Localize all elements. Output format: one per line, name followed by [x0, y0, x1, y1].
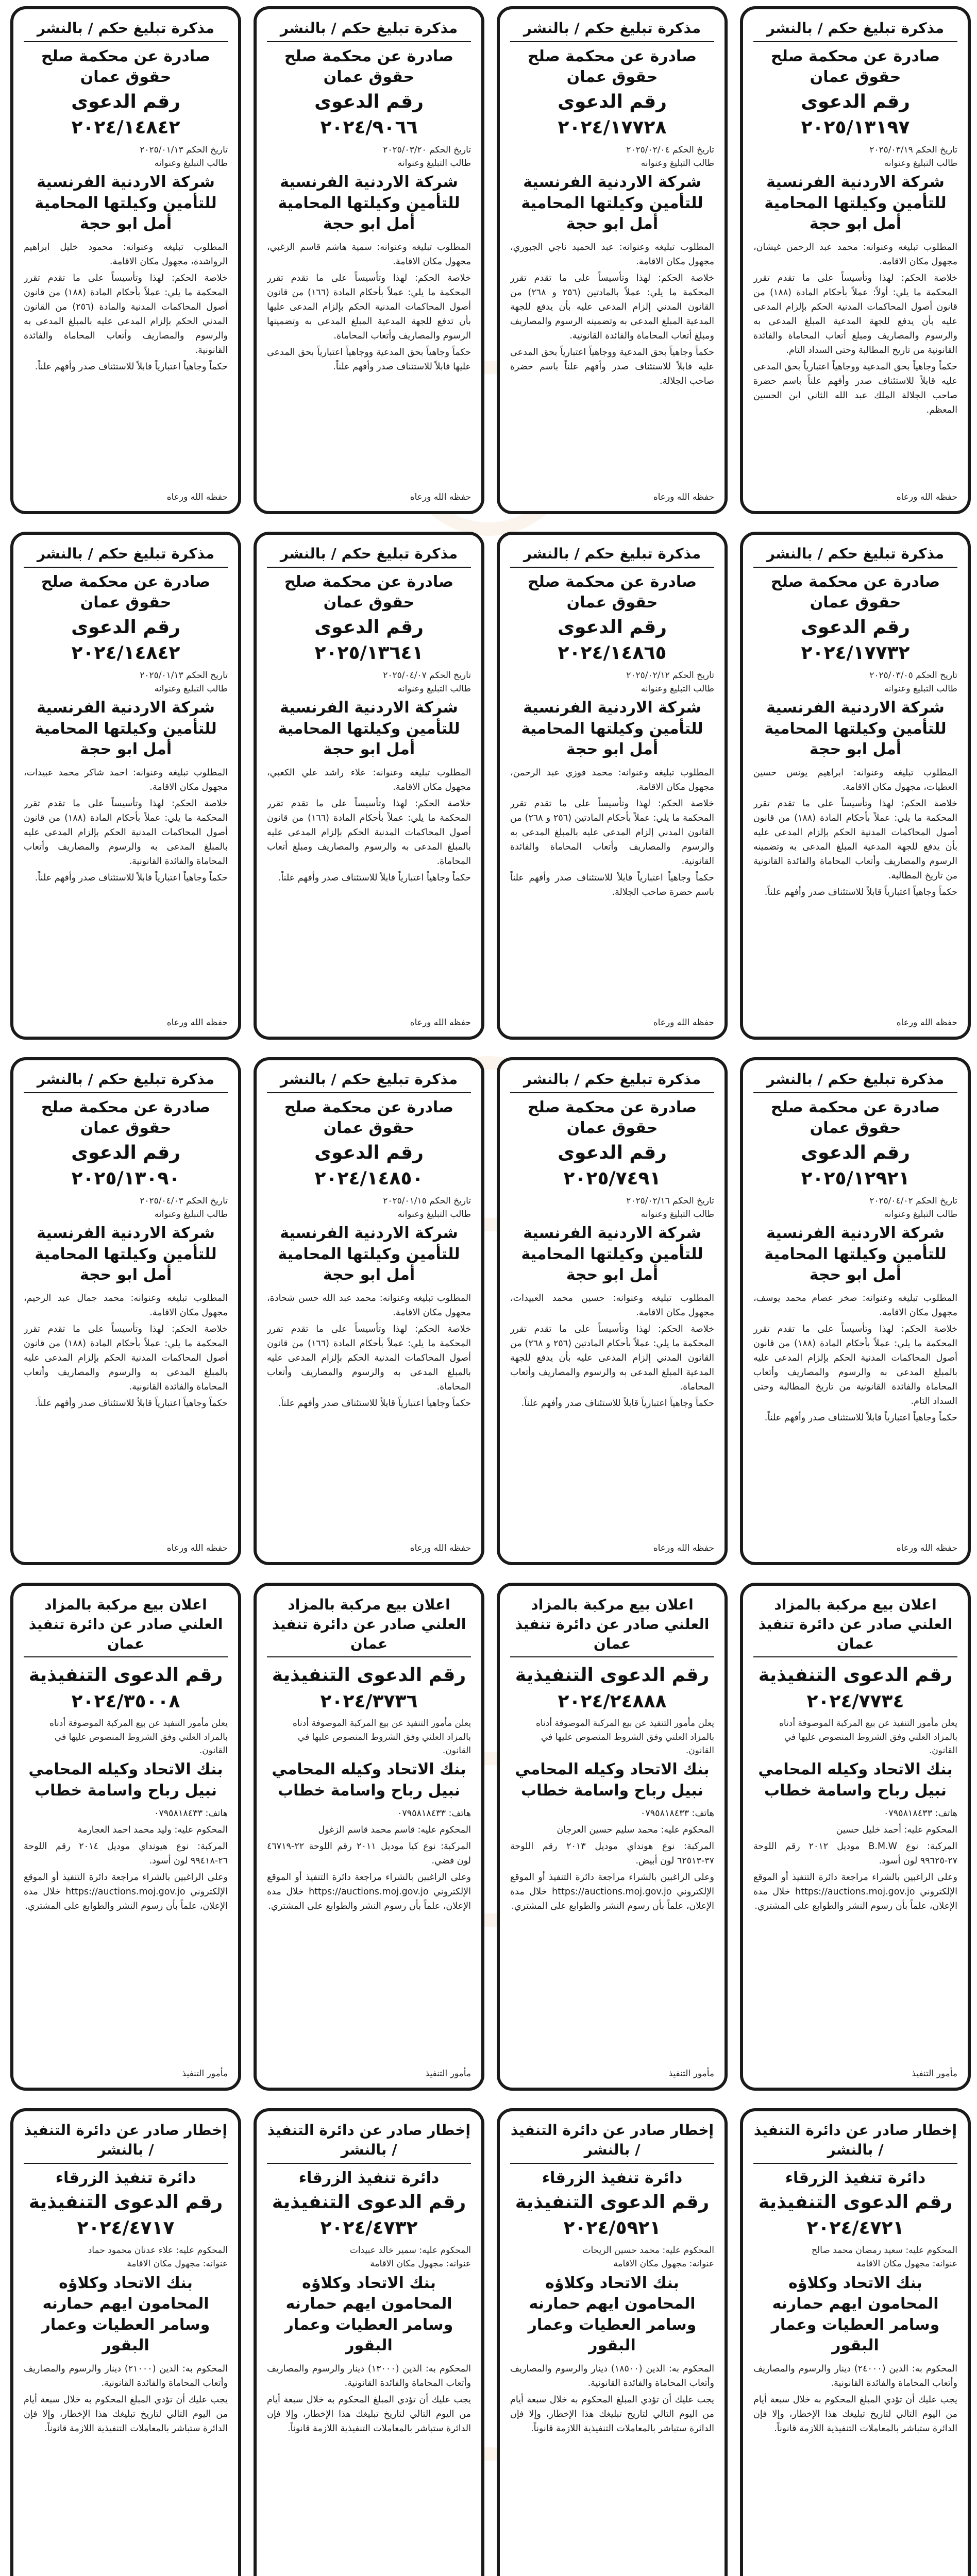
notice-header: مذكرة تبليغ حكم / بالنشر: [510, 19, 714, 42]
case-number: رقم الدعوى ٢٠٢٤/١٤٨٥٠: [314, 1142, 424, 1190]
notice-signature: حفظه الله ورعاه: [166, 492, 228, 502]
notice-paragraph: المطلوب تبليغه وعنوانه: ابراهيم يونس حسين العطيات، مجهول مكان الاقامة.: [753, 767, 957, 792]
notice-signature: حفظه الله ورعاه: [653, 1543, 714, 1553]
notice-paragraph: حكماً وجاهياً بحق المدعية ووجاهياً اعتبارياً بحق المدعى عليه قابلاً للاستئناف صدر وأفهم علناً باسم حضرة صاحب الجلالة.: [510, 347, 714, 386]
legal-notice-card: [497, 532, 728, 1040]
requesting-party: بنك الاتحاد وكيله المحامي نبيل رباح واسامة خطاب: [272, 1760, 466, 1800]
notice-meta-line: يعلن مأمور التنفيذ عن بيع المركبة الموصوفة أدناه بالمزاد العلني وفق الشروط المنصوص عليها في القانون.: [49, 1718, 228, 1756]
notice-signature: مأمور التنفيذ: [425, 2068, 471, 2079]
notice-paragraph: المطلوب تبليغه وعنوانه: احمد شاكر محمد عبيدات، مجهول مكان الاقامة.: [24, 767, 228, 792]
notice-header: مذكرة تبليغ حكم / بالنشر: [753, 544, 957, 568]
notice-paragraph: خلاصة الحكم: لهذا وتأسيساً على ما تقدم تقرر المحكمة ما يلي: عملاً بأحكام المادة (١٦٦) من قانون أصول المحاكمات المدنية الحكم بإلزام المدعى عليها بأن تدفع للجهة المدعية المبلغ المدعى به وتضمينها الرسوم والمصاريف وأتعاب المحاماة.: [267, 273, 471, 341]
notice-meta-line: عنوانه: مجهول مكان الاقامة: [370, 2259, 471, 2269]
notice-signature: مأمور التنفيذ: [912, 2068, 957, 2079]
case-number: رقم الدعوى ٢٠٢٤/١٤٨٤٢: [71, 616, 180, 664]
notice-body: [24, 2362, 228, 2576]
notice-meta-line: المحكوم عليه: محمد حسين الريحات: [582, 2245, 714, 2256]
notice-signature: مأمور التنفيذ: [668, 2068, 714, 2079]
notice-paragraph: حكماً وجاهياً اعتبارياً قابلاً للاستئناف صدر وأفهم علناً.: [35, 872, 228, 883]
court-name: صادرة عن محكمة صلح حقوق عمان: [41, 47, 211, 87]
notice-header: إخطار صادر عن دائرة التنفيذ / بالنشر: [753, 2121, 957, 2164]
notice-header: مذكرة تبليغ حكم / بالنشر: [24, 544, 228, 568]
notice-body: [753, 2362, 957, 2576]
court-name: صادرة عن محكمة صلح حقوق عمان: [284, 1098, 454, 1138]
case-number: رقم الدعوى ٢٠٢٥/١٣١٩٧: [801, 91, 910, 139]
notice-meta-line: طالب التبليغ وعنوانه: [641, 1209, 714, 1219]
notice-header: اعلان بيع مركبة بالمزاد العلني صادر عن دائرة تنفيذ عمان: [267, 1595, 471, 1657]
requesting-party: شركة الاردنية الفرنسية للتأمين وكيلتها المحامية أمل ابو حجة: [764, 173, 947, 233]
court-name: صادرة عن محكمة صلح حقوق عمان: [527, 572, 697, 612]
notice-header: اعلان بيع مركبة بالمزاد العلني صادر عن دائرة تنفيذ عمان: [753, 1595, 957, 1657]
notice-body: [24, 1806, 228, 2064]
notice-paragraph: حكماً وجاهياً اعتبارياً قابلاً للاستئناف صدر وأفهم علناً.: [278, 1398, 471, 1409]
legal-notice-card: [10, 6, 241, 514]
notice-body: [267, 1291, 471, 1539]
notice-header: إخطار صادر عن دائرة التنفيذ / بالنشر: [267, 2121, 471, 2164]
court-name: دائرة تنفيذ الزرقاء: [298, 2168, 440, 2187]
notice-meta-line: يعلن مأمور التنفيذ عن بيع المركبة الموصوفة أدناه بالمزاد العلني وفق الشروط المنصوص عليها في القانون.: [292, 1718, 471, 1756]
notice-paragraph: خلاصة الحكم: لهذا وتأسيساً على ما تقدم تقرر المحكمة ما يلي: عملاً بأحكام المادة (١٨٨) من قانون أصول المحاكمات المدنية الحكم بإلزام المدعى عليه بالمبلغ المدعى به والرسوم والمصاريف وأتعاب المحاماة والفائدة القانونية.: [24, 798, 228, 867]
notice-meta-line: تاريخ الحكم ٢٠٢٥/٠١/١٣: [140, 670, 228, 681]
notice-header: اعلان بيع مركبة بالمزاد العلني صادر عن دائرة تنفيذ عمان: [510, 1595, 714, 1657]
requesting-party: شركة الاردنية الفرنسية للتأمين وكيلتها المحامية أمل ابو حجة: [764, 1224, 947, 1284]
notice-paragraph: المحكوم به: الدين (١٣٠٠٠) دينار والرسوم والمصاريف وأتعاب المحاماة والفائدة القانونية.: [267, 2363, 471, 2388]
notice-body: [24, 1291, 228, 1539]
requesting-party: شركة الاردنية الفرنسية للتأمين وكيلتها المحامية أمل ابو حجة: [521, 173, 703, 233]
legal-notice-card: [254, 1583, 484, 2091]
notice-paragraph: هاتف: ٠٧٩٥٨١٨٤٣٣: [397, 1808, 471, 1819]
legal-notice-card: [497, 6, 728, 514]
notice-paragraph: المحكوم به: الدين (١٨٥٠٠) دينار والرسوم والمصاريف وأتعاب المحاماة والفائدة القانونية.: [510, 2363, 714, 2388]
notice-paragraph: يجب عليك أن تؤدي المبلغ المحكوم به خلال سبعة أيام من اليوم التالي لتاريخ تبليغك هذا الإخطار، وإلا فإن الدائرة ستباشر بالمعاملات التنفيذية اللازمة قانوناً.: [510, 2394, 714, 2434]
notice-paragraph: المحكوم عليه: قاسم محمد قاسم الزغول: [318, 1825, 471, 1836]
case-number: رقم الدعوى ٢٠٢٥/٧٤٩١: [558, 1142, 667, 1190]
legal-notice-card: [10, 1583, 241, 2091]
requesting-party: شركة الاردنية الفرنسية للتأمين وكيلتها المحامية أمل ابو حجة: [35, 1224, 217, 1284]
notice-header: مذكرة تبليغ حكم / بالنشر: [753, 1070, 957, 1093]
case-number: رقم الدعوى ٢٠٢٤/٩٠٦٦: [314, 91, 424, 139]
notice-paragraph: المركبة: نوع هيونداي موديل ٢٠١٤ رقم اللوحة ٢٦-٩٩٤١٨ لون أسود.: [24, 1841, 228, 1867]
notice-header: مذكرة تبليغ حكم / بالنشر: [24, 19, 228, 42]
notice-meta-line: عنوانه: مجهول مكان الاقامة: [127, 2259, 228, 2269]
notice-paragraph: خلاصة الحكم: لهذا وتأسيساً على ما تقدم تقرر المحكمة ما يلي: عملاً بأحكام المادتين (٢٥٦ و ٢٦٨) من القانون المدني إلزام المدعى عليه بأن يدفع للجهة المدعية المبلغ المدعى به والرسوم والمصاريف وأتعاب المحاماة.: [510, 1324, 714, 1392]
notice-paragraph: يجب عليك أن تؤدي المبلغ المحكوم به خلال سبعة أيام من اليوم التالي لتاريخ تبليغك هذا الإخطار، وإلا فإن الدائرة ستباشر بالمعاملات التنفيذية اللازمة قانوناً.: [267, 2394, 471, 2434]
case-number: رقم الدعوى ٢٠٢٥/١٣٠٩٠: [71, 1142, 180, 1190]
legal-notice-card: [740, 1057, 971, 1565]
notice-meta-line: طالب التبليغ وعنوانه: [397, 158, 471, 168]
notice-body: [267, 240, 471, 488]
notice-paragraph: المحكوم به: الدين (٢٤٠٠٠) دينار والرسوم والمصاريف وأتعاب المحاماة والفائدة القانونية.: [753, 2363, 957, 2388]
case-number: رقم الدعوى التنفيذية ٢٠٢٤/٤٧٢١: [758, 2192, 953, 2239]
court-name: صادرة عن محكمة صلح حقوق عمان: [770, 47, 940, 87]
notice-meta-line: طالب التبليغ وعنوانه: [884, 1209, 957, 1219]
requesting-party: شركة الاردنية الفرنسية للتأمين وكيلتها المحامية أمل ابو حجة: [35, 699, 217, 759]
court-name: صادرة عن محكمة صلح حقوق عمان: [770, 1098, 940, 1138]
notice-paragraph: خلاصة الحكم: لهذا وتأسيساً على ما تقدم تقرر المحكمة ما يلي: عملاً بأحكام المادة (١٨٨) من قانون أصول المحاكمات المدنية الحكم بإلزام المدعى عليه بأن يدفع للجهة المدعية المبلغ المدعى به وتضمينه الرسوم والمصاريف وأتعاب المحاماة والفائدة القانونية من تاريخ المطالبة.: [753, 798, 957, 881]
notice-body: [267, 2362, 471, 2576]
notice-paragraph: وعلى الراغبين بالشراء مراجعة دائرة التنفيذ أو الموقع الإلكتروني https://auctions.moj.gov.jo خلال مدة الإعلان، علماً بأن رسوم النشر والطوابع على المشتري.: [267, 1872, 471, 1912]
notice-paragraph: المطلوب تبليغه وعنوانه: عبد الحميد ناجي الجبوري، مجهول مكان الاقامة.: [510, 242, 714, 267]
notice-paragraph: المطلوب تبليغه وعنوانه: محمد عبد الله حسن شحادة، مجهول مكان الاقامة.: [267, 1293, 471, 1318]
notice-paragraph: المحكوم عليه: محمد سليم حسين العرجان: [557, 1825, 714, 1836]
notice-paragraph: يجب عليك أن تؤدي المبلغ المحكوم به خلال سبعة أيام من اليوم التالي لتاريخ تبليغك هذا الإخطار، وإلا فإن الدائرة ستباشر بالمعاملات التنفيذية اللازمة قانوناً.: [24, 2394, 228, 2434]
requesting-party: شركة الاردنية الفرنسية للتأمين وكيلتها المحامية أمل ابو حجة: [764, 699, 947, 759]
requesting-party: شركة الاردنية الفرنسية للتأمين وكيلتها المحامية أمل ابو حجة: [35, 173, 217, 233]
notice-paragraph: المطلوب تبليغه وعنوانه: محمود خليل ابراهيم الرواشدة، مجهول مكان الاقامة.: [24, 242, 228, 267]
notice-meta-line: عنوانه: مجهول مكان الاقامة: [613, 2259, 714, 2269]
case-number: رقم الدعوى التنفيذية ٢٠٢٤/٧٧٣٤: [758, 1665, 953, 1712]
notice-header: مذكرة تبليغ حكم / بالنشر: [753, 19, 957, 42]
notice-paragraph: المركبة: نوع كيا موديل ٢٠١١ رقم اللوحة ٢٢-٤٦٧١٩ لون فضي.: [267, 1841, 471, 1867]
notice-body: [510, 240, 714, 488]
notice-body: [267, 766, 471, 1013]
notice-paragraph: خلاصة الحكم: لهذا وتأسيساً على ما تقدم تقرر المحكمة ما يلي: عملاً بأحكام المادة (١٦٦) من قانون أصول المحاكمات المدنية الحكم بإلزام المدعى عليه بالمبلغ المدعى به والرسوم والمصاريف ومبلغ أتعاب المحاماة.: [267, 798, 471, 867]
notice-paragraph: خلاصة الحكم: لهذا وتأسيساً على ما تقدم تقرر المحكمة ما يلي: عملاً بأحكام المادة (١٨٨) من قانون أصول المحاكمات المدنية الحكم بإلزام المدعى عليه بالمبلغ المدعى به والرسوم والمصاريف وأتعاب المحاماة والفائدة القانونية.: [24, 1324, 228, 1392]
notice-header: إخطار صادر عن دائرة التنفيذ / بالنشر: [510, 2121, 714, 2164]
notice-meta-line: تاريخ الحكم ٢٠٢٥/٠٢/١٢: [626, 670, 714, 681]
requesting-party: شركة الاردنية الفرنسية للتأمين وكيلتها المحامية أمل ابو حجة: [278, 699, 460, 759]
notice-meta-line: تاريخ الحكم ٢٠٢٥/٠٤/٠٧: [383, 670, 471, 681]
requesting-party: بنك الاتحاد وكلاؤه المحامون ايهم حمارنه وسامر العطيات وعمار البقور: [41, 2274, 210, 2355]
legal-notice-card: [497, 2108, 728, 2576]
requesting-party: بنك الاتحاد وكيله المحامي نبيل رباح واسامة خطاب: [28, 1760, 223, 1800]
notice-paragraph: هاتف: ٠٧٩٥٨١٨٤٣٣: [883, 1808, 957, 1819]
notice-body: [24, 240, 228, 488]
notice-paragraph: المحكوم عليه: أحمد خليل حسين: [836, 1825, 957, 1836]
case-number: رقم الدعوى ٢٠٢٥/١٣٦٤١: [314, 616, 424, 664]
notice-paragraph: حكماً وجاهياً اعتبارياً قابلاً للاستئناف صدر وأفهم علناً.: [521, 1398, 714, 1409]
notice-meta-line: تاريخ الحكم ٢٠٢٥/٠٢/٠٤: [626, 144, 714, 155]
notice-body: [510, 1291, 714, 1539]
notice-meta-line: تاريخ الحكم ٢٠٢٥/٠٣/١٩: [869, 144, 957, 155]
requesting-party: شركة الاردنية الفرنسية للتأمين وكيلتها المحامية أمل ابو حجة: [521, 699, 703, 759]
notice-meta-line: تاريخ الحكم ٢٠٢٥/٠١/١٣: [140, 144, 228, 155]
notice-body: [510, 766, 714, 1013]
notice-header: مذكرة تبليغ حكم / بالنشر: [267, 1070, 471, 1093]
notice-signature: مأمور التنفيذ: [182, 2068, 228, 2079]
notice-paragraph: حكماً وجاهياً بحق المدعية ووجاهياً اعتبارياً بحق المدعى عليه قابلاً للاستئناف صدر وأفهم علناً باسم حضرة صاحب الجلالة الملك عبد الله الثاني ابن الحسين المعظم.: [753, 361, 957, 415]
requesting-party: بنك الاتحاد وكيله المحامي نبيل رباح واسامة خطاب: [758, 1760, 953, 1800]
legal-notice-card: [740, 532, 971, 1040]
requesting-party: بنك الاتحاد وكلاؤه المحامون ايهم حمارنه وسامر العطيات وعمار البقور: [771, 2274, 940, 2355]
notice-signature: حفظه الله ورعاه: [653, 492, 714, 502]
notice-signature: حفظه الله ورعاه: [166, 1017, 228, 1028]
notice-signature: حفظه الله ورعاه: [410, 1543, 471, 1553]
case-number: رقم الدعوى ٢٠٢٤/١٤٨٦٥: [558, 616, 667, 664]
court-name: صادرة عن محكمة صلح حقوق عمان: [41, 1098, 211, 1138]
notice-paragraph: خلاصة الحكم: لهذا وتأسيساً على ما تقدم تقرر المحكمة ما يلي: عملاً بأحكام المادة (١٦٦) من قانون أصول المحاكمات المدنية الحكم بإلزام المدعى عليه بالمبلغ المدعى به والرسوم والمصاريف وأتعاب المحاماة.: [267, 1324, 471, 1392]
notice-paragraph: المطلوب تبليغه وعنوانه: صخر عصام محمد يوسف، مجهول مكان الاقامة.: [753, 1293, 957, 1318]
notice-paragraph: المطلوب تبليغه وعنوانه: محمد فوزي عبد الرحمن، مجهول مكان الاقامة.: [510, 767, 714, 792]
notice-paragraph: يجب عليك أن تؤدي المبلغ المحكوم به خلال سبعة أيام من اليوم التالي لتاريخ تبليغك هذا الإخطار، وإلا فإن الدائرة ستباشر بالمعاملات التنفيذية اللازمة قانوناً.: [753, 2394, 957, 2434]
notice-paragraph: المركبة: نوع B.M.W موديل ٢٠١٢ رقم اللوحة ٢٧-٩٩٦٢٥ لون أسود.: [753, 1841, 957, 1867]
legal-notice-card: [254, 2108, 484, 2576]
notice-paragraph: خلاصة الحكم: لهذا وتأسيساً على ما تقدم تقرر المحكمة ما يلي: أولاً: عملاً بأحكام المادة (١٨٨) من قانون أصول المحاكمات المدنية الحكم بإلزام المدعى عليه بأن يدفع للجهة المدعية المبلغ المدعى به والرسوم والمصاريف ومبلغ أتعاب المحاماة والفائدة القانونية من تاريخ المطالبة وحتى السداد التام.: [753, 273, 957, 355]
court-name: دائرة تنفيذ الزرقاء: [55, 2168, 196, 2187]
case-number: رقم الدعوى ٢٠٢٤/١٧٧٢٨: [558, 91, 667, 139]
notice-paragraph: خلاصة الحكم: لهذا وتأسيساً على ما تقدم تقرر المحكمة ما يلي: عملاً بأحكام المادة (١٨٨) من قانون أصول المحاكمات المدنية والمادة (٢٥٦) من القانون المدني الحكم بإلزام المدعى عليه بالمبلغ المدعى به والرسوم والمصاريف وأتعاب المحاماة والفائدة القانونية.: [24, 273, 228, 355]
notice-paragraph: حكماً وجاهياً اعتبارياً قابلاً للاستئناف صدر وأفهم علناً.: [764, 887, 957, 897]
notice-meta-line: طالب التبليغ وعنوانه: [154, 683, 228, 694]
notice-meta-line: تاريخ الحكم ٢٠٢٥/٠٣/٢٠: [383, 144, 471, 155]
notice-signature: حفظه الله ورعاه: [166, 1543, 228, 1553]
notice-body: [510, 1806, 714, 2064]
notice-meta-line: طالب التبليغ وعنوانه: [154, 158, 228, 168]
notice-paragraph: المركبة: نوع هونداي موديل ٢٠١٣ رقم اللوحة ٣٧-٦٢٥١٣ لون أبيض.: [510, 1841, 714, 1867]
notice-paragraph: حكماً وجاهياً بحق المدعية ووجاهياً اعتبارياً بحق المدعى عليها قابلاً للاستئناف صدر وأفهم علناً.: [267, 347, 471, 372]
notice-meta-line: طالب التبليغ وعنوانه: [154, 1209, 228, 1219]
notice-header: مذكرة تبليغ حكم / بالنشر: [510, 544, 714, 568]
legal-notice-card: [740, 1583, 971, 2091]
legal-notice-card: [740, 6, 971, 514]
notice-header: مذكرة تبليغ حكم / بالنشر: [267, 19, 471, 42]
notice-paragraph: وعلى الراغبين بالشراء مراجعة دائرة التنفيذ أو الموقع الإلكتروني https://auctions.moj.gov.jo خلال مدة الإعلان، علماً بأن رسوم النشر والطوابع على المشتري.: [753, 1872, 957, 1912]
notice-meta-line: تاريخ الحكم ٢٠٢٥/٠٤/٠٣: [140, 1195, 228, 1206]
notice-paragraph: خلاصة الحكم: لهذا وتأسيساً على ما تقدم تقرر المحكمة ما يلي: عملاً بأحكام المادة (١٨٨) من قانون أصول المحاكمات المدنية الحكم بإلزام المدعى عليه بالمبلغ المدعى به والرسوم والمصاريف وأتعاب المحاماة والفائدة القانونية من تاريخ المطالبة وحتى السداد التام.: [753, 1324, 957, 1406]
notice-body: [510, 2362, 714, 2576]
notice-paragraph: المطلوب تبليغه وعنوانه: محمد جمال عبد الرحيم، مجهول مكان الاقامة.: [24, 1293, 228, 1318]
notice-meta-line: المحكوم عليه: علاء عدنان محمود حماد: [88, 2245, 228, 2256]
legal-notice-card: [10, 532, 241, 1040]
notice-paragraph: المطلوب تبليغه وعنوانه: سمية هاشم قاسم الزغبي، مجهول مكان الاقامة.: [267, 242, 471, 267]
requesting-party: شركة الاردنية الفرنسية للتأمين وكيلتها المحامية أمل ابو حجة: [521, 1224, 703, 1284]
notice-meta-line: تاريخ الحكم ٢٠٢٥/٠٣/٠٥: [869, 670, 957, 681]
notice-header: اعلان بيع مركبة بالمزاد العلني صادر عن دائرة تنفيذ عمان: [24, 1595, 228, 1657]
notice-meta-line: المحكوم عليه: سعيد رمضان محمد صالح: [812, 2245, 957, 2256]
court-name: صادرة عن محكمة صلح حقوق عمان: [284, 572, 454, 612]
legal-notice-card: [10, 1057, 241, 1565]
notice-header: إخطار صادر عن دائرة التنفيذ / بالنشر: [24, 2121, 228, 2164]
notice-paragraph: المطلوب تبليغه وعنوانه: حسين محمد العبيدات، مجهول مكان الاقامة.: [510, 1293, 714, 1318]
court-name: صادرة عن محكمة صلح حقوق عمان: [527, 47, 697, 87]
notice-paragraph: خلاصة الحكم: لهذا وتأسيساً على ما تقدم تقرر المحكمة ما يلي: عملاً بأحكام المادتين (٢٥٦ و ٢٦٨) من القانون المدني إلزام المدعى عليه بالمبلغ المدعى به والرسوم والمصاريف وأتعاب المحاماة والفائدة القانونية.: [510, 798, 714, 867]
notice-body: [753, 1291, 957, 1539]
notice-meta-line: تاريخ الحكم ٢٠٢٥/٠٢/١٦: [626, 1195, 714, 1206]
notice-paragraph: هاتف: ٠٧٩٥٨١٨٤٣٣: [640, 1808, 714, 1819]
notice-paragraph: حكماً وجاهياً اعتبارياً قابلاً للاستئناف صدر وأفهم علناً.: [35, 361, 228, 372]
requesting-party: بنك الاتحاد وكلاؤه المحامون ايهم حمارنه وسامر العطيات وعمار البقور: [284, 2274, 453, 2355]
notice-paragraph: خلاصة الحكم: لهذا وتأسيساً على ما تقدم تقرر المحكمة ما يلي: عملاً بالمادتين (٢٥٦ و ٢٦٨) من القانون المدني إلزام المدعى عليه بأن يدفع للجهة المدعية المبلغ المدعى به وتضمينه الرسوم والمصاريف ومبلغ أتعاب المحاماة والفائدة القانونية.: [510, 273, 714, 341]
notice-paragraph: وعلى الراغبين بالشراء مراجعة دائرة التنفيذ أو الموقع الإلكتروني https://auctions.moj.gov.jo خلال مدة الإعلان، علماً بأن رسوم النشر والطوابع على المشتري.: [24, 1872, 228, 1912]
notice-meta-line: طالب التبليغ وعنوانه: [641, 683, 714, 694]
notice-paragraph: حكماً وجاهياً اعتبارياً قابلاً للاستئناف صدر وأفهم علناً باسم حضرة صاحب الجلالة.: [510, 872, 714, 897]
legal-notice-card: [254, 1057, 484, 1565]
notice-body: [753, 766, 957, 1013]
notice-meta-line: طالب التبليغ وعنوانه: [397, 683, 471, 694]
notice-paragraph: حكماً وجاهياً اعتبارياً قابلاً للاستئناف صدر وأفهم علناً.: [35, 1398, 228, 1409]
notice-body: [753, 1806, 957, 2064]
case-number: رقم الدعوى التنفيذية ٢٠٢٤/٤٧١٧: [28, 2192, 223, 2239]
requesting-party: شركة الاردنية الفرنسية للتأمين وكيلتها المحامية أمل ابو حجة: [278, 1224, 460, 1284]
requesting-party: بنك الاتحاد وكلاؤه المحامون ايهم حمارنه وسامر العطيات وعمار البقور: [528, 2274, 697, 2355]
court-name: صادرة عن محكمة صلح حقوق عمان: [284, 47, 454, 87]
notice-meta-line: طالب التبليغ وعنوانه: [397, 1209, 471, 1219]
notice-paragraph: المطلوب تبليغه وعنوانه: علاء راشد علي الكعبي، مجهول مكان الاقامة.: [267, 767, 471, 792]
court-name: دائرة تنفيذ الزرقاء: [542, 2168, 683, 2187]
legal-notice-card: [497, 1057, 728, 1565]
case-number: رقم الدعوى التنفيذية ٢٠٢٤/٤٧٣٢: [272, 2192, 466, 2239]
notice-body: [24, 766, 228, 1013]
case-number: رقم الدعوى التنفيذية ٢٠٢٤/٣٧٣٦: [272, 1665, 466, 1712]
notice-paragraph: حكماً وجاهياً اعتبارياً قابلاً للاستئناف صدر وأفهم علناً.: [764, 1412, 957, 1423]
notice-meta-line: تاريخ الحكم ٢٠٢٥/٠٤/٠٢: [869, 1195, 957, 1206]
notice-paragraph: حكماً وجاهياً اعتبارياً قابلاً للاستئناف صدر وأفهم علناً.: [278, 872, 471, 883]
notice-paragraph: المحكوم عليه: وليد محمد احمد العجارمة: [77, 1825, 228, 1836]
court-name: صادرة عن محكمة صلح حقوق عمان: [527, 1098, 697, 1138]
notice-signature: حفظه الله ورعاه: [653, 1017, 714, 1028]
requesting-party: شركة الاردنية الفرنسية للتأمين وكيلتها المحامية أمل ابو حجة: [278, 173, 460, 233]
case-number: رقم الدعوى ٢٠٢٤/١٧٧٣٢: [801, 616, 910, 664]
notice-signature: حفظه الله ورعاه: [410, 492, 471, 502]
notice-meta-line: طالب التبليغ وعنوانه: [641, 158, 714, 168]
legal-notice-card: [254, 532, 484, 1040]
notice-meta-line: المحكوم عليه: سمير خالد عبيدات: [349, 2245, 471, 2256]
notice-signature: حفظه الله ورعاه: [896, 492, 957, 502]
notice-body: [753, 240, 957, 488]
case-number: رقم الدعوى ٢٠٢٥/١٢٩٢١: [801, 1142, 910, 1190]
case-number: رقم الدعوى التنفيذية ٢٠٢٤/٥٩٢١: [515, 2192, 710, 2239]
notice-header: مذكرة تبليغ حكم / بالنشر: [510, 1070, 714, 1093]
notice-paragraph: وعلى الراغبين بالشراء مراجعة دائرة التنفيذ أو الموقع الإلكتروني https://auctions.moj.gov.jo خلال مدة الإعلان، علماً بأن رسوم النشر والطوابع على المشتري.: [510, 1872, 714, 1912]
notice-signature: حفظه الله ورعاه: [410, 1017, 471, 1028]
court-name: دائرة تنفيذ الزرقاء: [785, 2168, 926, 2187]
court-name: صادرة عن محكمة صلح حقوق عمان: [41, 572, 211, 612]
notice-meta-line: طالب التبليغ وعنوانه: [884, 158, 957, 168]
notice-signature: حفظه الله ورعاه: [896, 1017, 957, 1028]
case-number: رقم الدعوى التنفيذية ٢٠٢٤/٢٤٨٨٨: [515, 1665, 710, 1712]
notice-header: مذكرة تبليغ حكم / بالنشر: [267, 544, 471, 568]
legal-notice-card: [740, 2108, 971, 2576]
court-name: صادرة عن محكمة صلح حقوق عمان: [770, 572, 940, 612]
case-number: رقم الدعوى التنفيذية ٢٠٢٤/٣٥٠٠٨: [28, 1665, 223, 1712]
requesting-party: بنك الاتحاد وكيله المحامي نبيل رباح واسامة خطاب: [515, 1760, 710, 1800]
notice-paragraph: المحكوم به: الدين (٢١٠٠٠) دينار والرسوم والمصاريف وأتعاب المحاماة والفائدة القانونية.: [24, 2363, 228, 2388]
notice-meta-line: يعلن مأمور التنفيذ عن بيع المركبة الموصوفة أدناه بالمزاد العلني وفق الشروط المنصوص عليها في القانون.: [535, 1718, 714, 1756]
notice-body: [267, 1806, 471, 2064]
notice-paragraph: هاتف: ٠٧٩٥٨١٨٤٣٣: [154, 1808, 228, 1819]
notice-header: مذكرة تبليغ حكم / بالنشر: [24, 1070, 228, 1093]
notice-paragraph: المطلوب تبليغه وعنوانه: محمد عبد الرحمن غيشان، مجهول مكان الاقامة.: [753, 242, 957, 267]
case-number: رقم الدعوى ٢٠٢٤/١٤٨٤٢: [71, 91, 180, 139]
legal-notice-card: [254, 6, 484, 514]
legal-notice-card: [10, 2108, 241, 2576]
notice-meta-line: طالب التبليغ وعنوانه: [884, 683, 957, 694]
notice-meta-line: عنوانه: مجهول مكان الاقامة: [856, 2259, 957, 2269]
legal-notice-card: [497, 1583, 728, 2091]
notice-signature: حفظه الله ورعاه: [896, 1543, 957, 1553]
notice-meta-line: يعلن مأمور التنفيذ عن بيع المركبة الموصوفة أدناه بالمزاد العلني وفق الشروط المنصوص عليها في القانون.: [779, 1718, 957, 1756]
notice-meta-line: تاريخ الحكم ٢٠٢٥/٠١/١٥: [383, 1195, 471, 1206]
